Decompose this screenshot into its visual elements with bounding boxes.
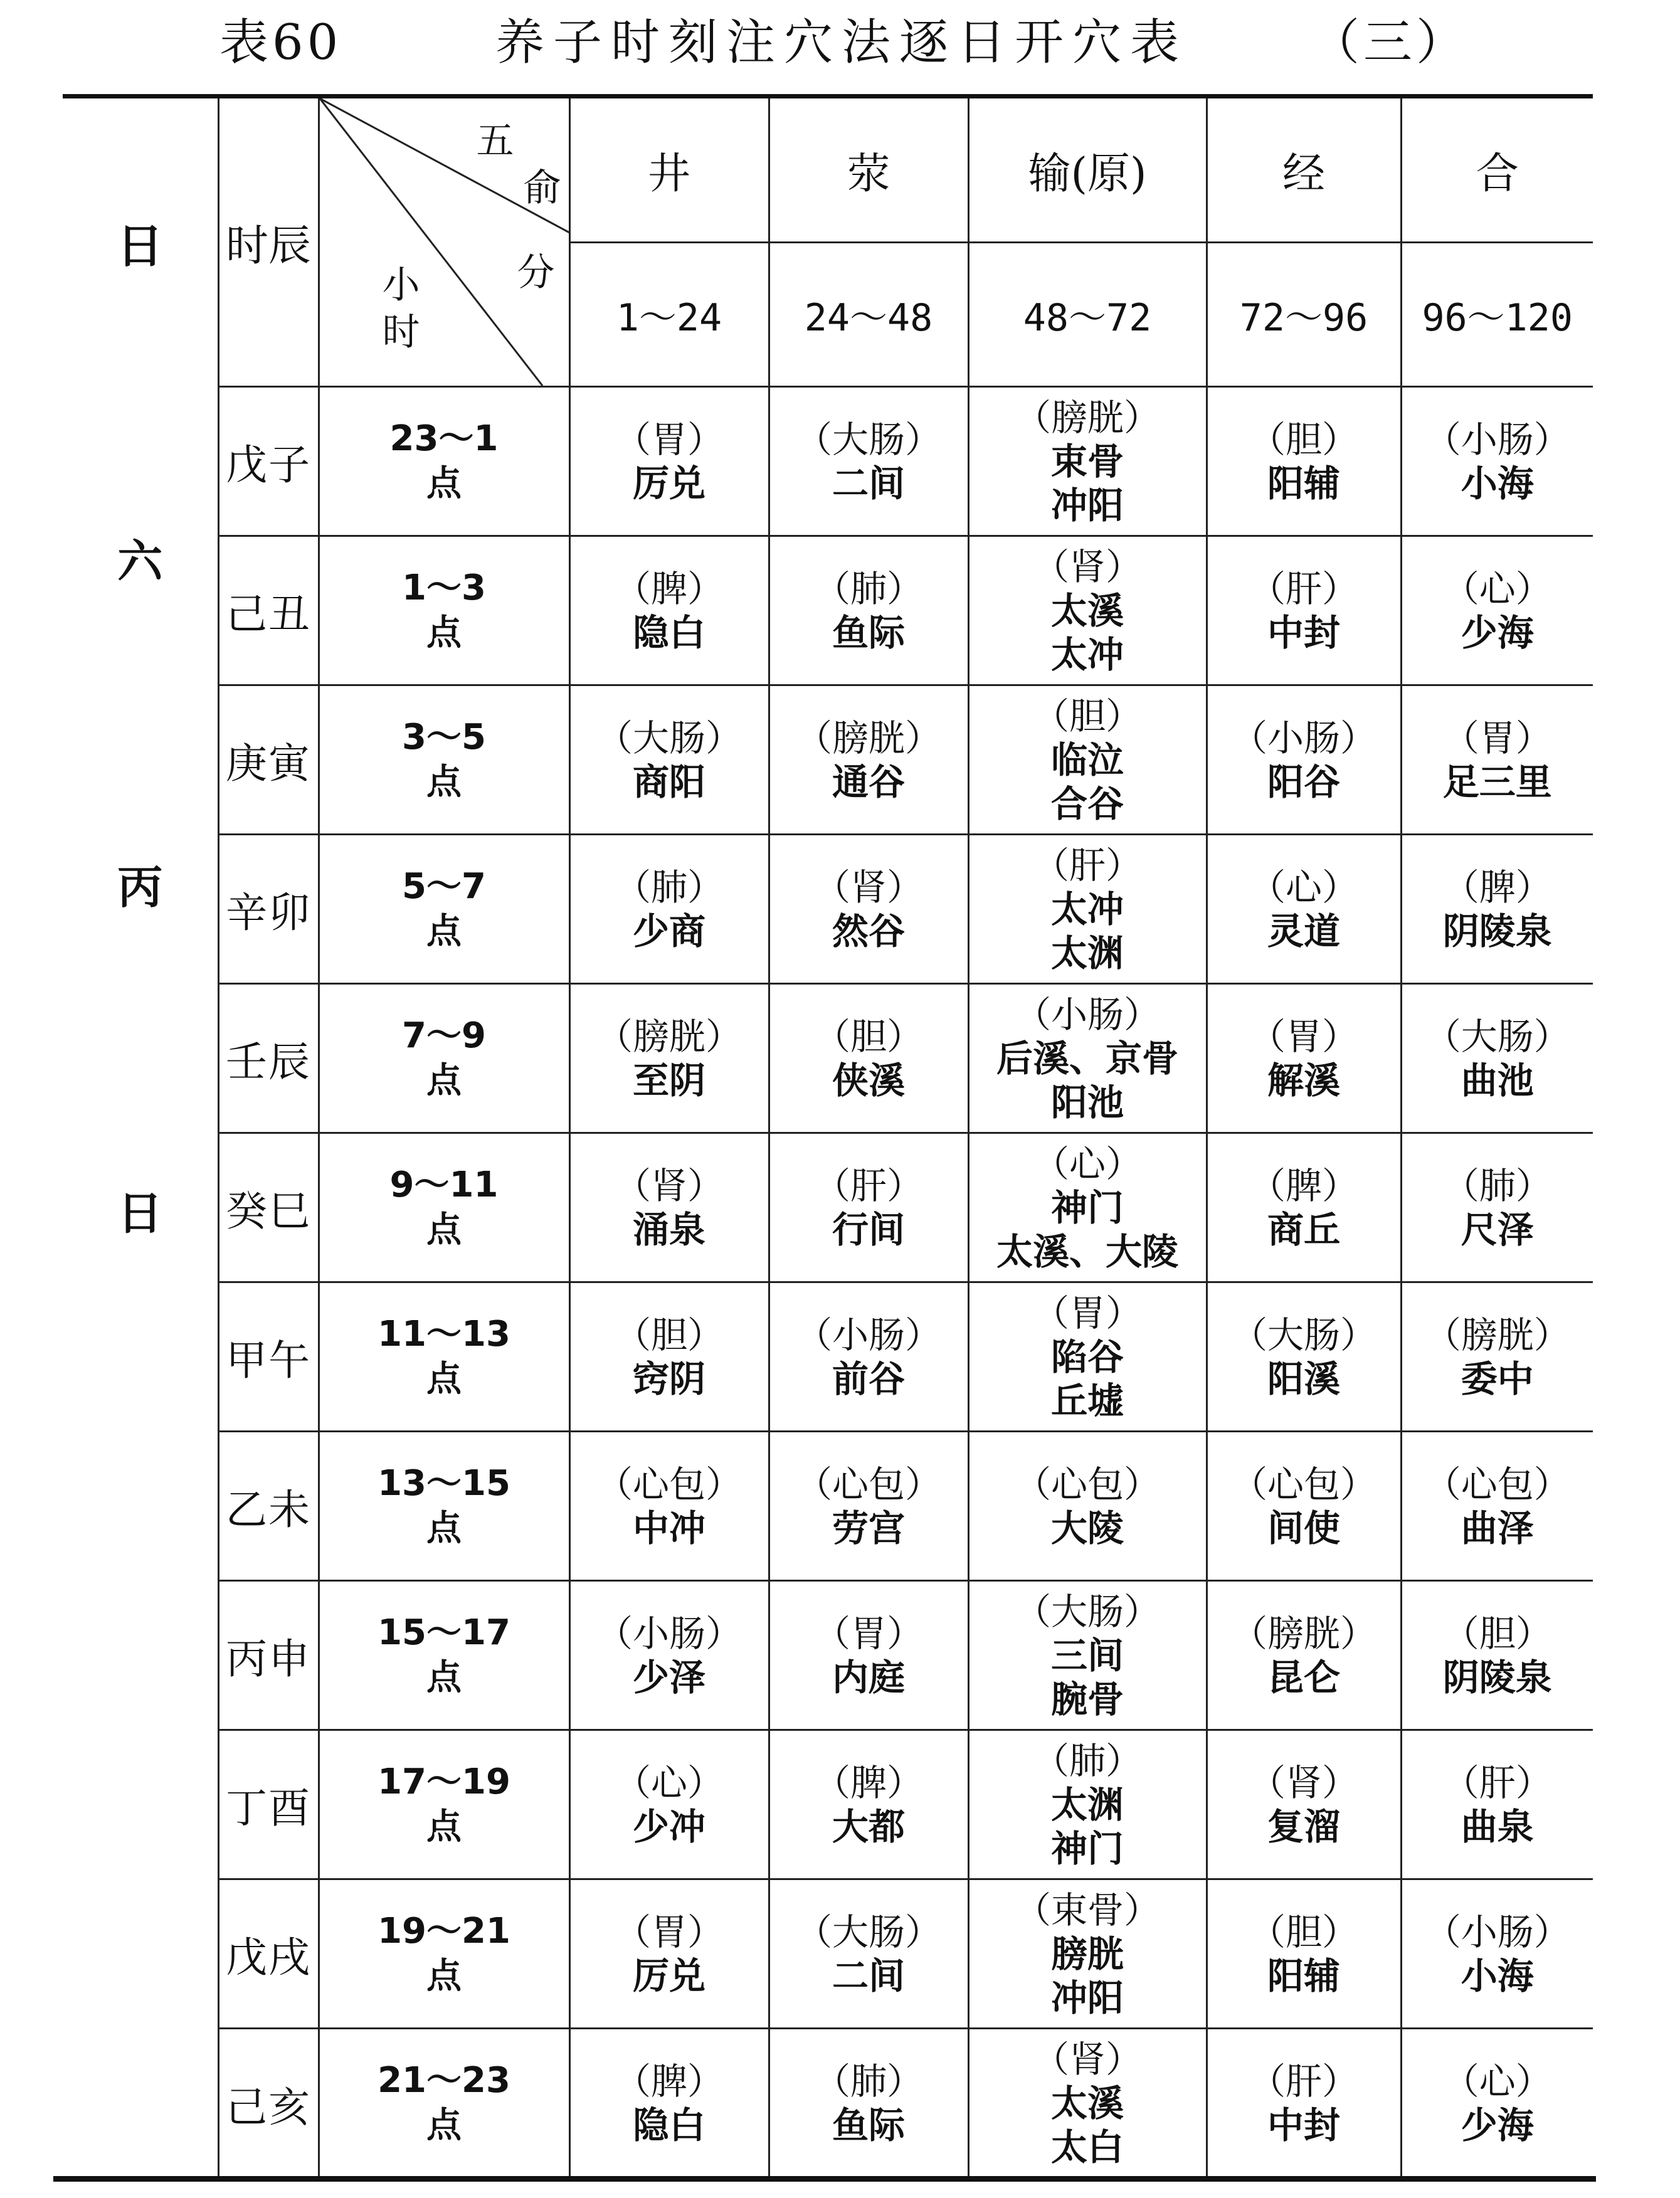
point-cell-he <box>1401 387 1593 536</box>
point-cell-jing2 <box>1207 685 1401 835</box>
point-cell-he <box>1401 1432 1593 1581</box>
acupoint-name: 神门 <box>1050 1186 1124 1229</box>
acupoint-name: 厉兑 <box>632 1954 705 1997</box>
acupoint-name: 临泣 <box>1050 738 1124 781</box>
point-cell-ying <box>769 835 968 984</box>
point-cell-he <box>1401 685 1593 835</box>
point-cell-he <box>1401 1581 1593 1730</box>
meridian-label: （心） <box>1442 567 1552 610</box>
meridian-label: （心包） <box>1014 1462 1160 1506</box>
time-cell <box>319 1879 569 2029</box>
time-unit: 点 <box>426 761 462 803</box>
acupoint-name: 商丘 <box>1267 1208 1340 1251</box>
meridian-label: （心） <box>614 1761 724 1804</box>
meridian-label: （大肠） <box>1424 1015 1570 1058</box>
time-unit: 点 <box>426 463 462 504</box>
meridian-label: （胆） <box>1249 1910 1358 1953</box>
acupoint-name: 束骨 <box>1050 440 1124 483</box>
shichen-cell <box>218 1432 319 1581</box>
acupoint-name: 冲阳 <box>1050 483 1124 527</box>
header-range-he: 96～120 <box>1401 243 1593 387</box>
point-cell-he <box>1401 2029 1593 2178</box>
table-title <box>0 11 1680 74</box>
point-cell-jing2 <box>1207 984 1401 1133</box>
corner-wu: 五 <box>476 119 514 163</box>
point-cell-jing2 <box>1207 387 1401 536</box>
acupoint-name: 阳溪 <box>1267 1357 1340 1400</box>
acupoint-name: 少海 <box>1461 2104 1534 2147</box>
meridian-label: （肺） <box>813 567 923 610</box>
shichen-label: 己丑 <box>226 590 311 638</box>
acupoint-name: 太冲 <box>1050 887 1124 931</box>
day-label-char: 丙 <box>117 860 163 914</box>
acupoint-name: 曲泉 <box>1461 1805 1534 1848</box>
day-label-cell <box>63 387 218 2178</box>
acupoint-name: 小海 <box>1461 462 1534 505</box>
meridian-label: （胆） <box>1032 694 1142 737</box>
time-unit: 点 <box>426 1657 462 1698</box>
acupoint-name: 太渊 <box>1050 1783 1124 1826</box>
acupoint-name: 阳辅 <box>1267 1954 1340 1997</box>
table-row <box>63 685 1593 835</box>
shichen-label: 壬辰 <box>226 1038 311 1086</box>
point-cell-jing <box>569 984 769 1133</box>
acupoint-name: 鱼际 <box>832 2104 905 2147</box>
meridian-label: （胆） <box>1249 418 1358 461</box>
meridian-label: （小肠） <box>596 1612 742 1655</box>
day-label-char: 六 <box>117 534 163 588</box>
header-col-jing2: 经 <box>1207 98 1401 243</box>
time-cell <box>319 1432 569 1581</box>
meridian-label: （胃） <box>614 1910 724 1953</box>
point-cell-jing2 <box>1207 1730 1401 1879</box>
corner-fen: 分 <box>517 251 555 295</box>
acupoint-name: 窍阴 <box>632 1357 705 1400</box>
shichen-cell <box>218 685 319 835</box>
acupoint-name: 膀胱 <box>1050 1932 1124 1975</box>
acupoint-name: 小海 <box>1461 1954 1534 1997</box>
time-unit: 点 <box>426 911 462 952</box>
meridian-label: （脾） <box>1249 1164 1358 1207</box>
shichen-label: 丙申 <box>226 1635 311 1683</box>
meridian-label: （心包） <box>1424 1462 1570 1506</box>
meridian-label: （肝） <box>1249 567 1358 610</box>
meridian-label: （心包） <box>795 1462 941 1506</box>
time-unit: 点 <box>426 1955 462 1997</box>
point-cell-shu-yuan <box>968 835 1207 984</box>
point-cell-ying <box>769 1581 968 1730</box>
table-row <box>63 2029 1593 2178</box>
shichen-label: 己亥 <box>226 2083 311 2132</box>
shichen-cell <box>218 1879 319 2029</box>
meridian-label: （心包） <box>596 1462 742 1506</box>
corner-shi: 时 <box>382 310 420 354</box>
table-main-title: 养子时刻注穴法逐日开穴表 <box>495 14 1188 71</box>
meridian-label: （脾） <box>1442 865 1552 909</box>
shichen-cell <box>218 536 319 685</box>
acupoint-name: 复溜 <box>1267 1805 1340 1848</box>
point-cell-shu-yuan <box>968 1133 1207 1282</box>
point-cell-jing <box>569 387 769 536</box>
table-row <box>63 835 1593 984</box>
meridian-label: （心包） <box>1230 1462 1376 1506</box>
point-cell-jing <box>569 1730 769 1879</box>
acupoint-name: 中封 <box>1267 611 1340 654</box>
acupoint-name: 陷谷 <box>1050 1335 1124 1378</box>
table-row <box>63 536 1593 685</box>
acupoint-name: 通谷 <box>832 760 905 803</box>
acupoint-name: 太溪 <box>1050 2082 1124 2125</box>
acupoint-name: 侠溪 <box>832 1059 905 1102</box>
time-cell <box>319 1730 569 1879</box>
point-cell-shu-yuan <box>968 1432 1207 1581</box>
time-cell <box>319 536 569 685</box>
time-range: 7～9 <box>402 1015 486 1056</box>
table-row <box>63 1432 1593 1581</box>
acupoint-name: 二间 <box>832 1954 905 1997</box>
time-range: 1～3 <box>402 567 486 608</box>
header-col-jing: 井 <box>569 98 769 243</box>
acupoint-name: 间使 <box>1267 1506 1340 1550</box>
point-cell-jing2 <box>1207 536 1401 685</box>
time-cell <box>319 2029 569 2178</box>
table-row <box>63 1282 1593 1432</box>
time-range: 11～13 <box>378 1313 510 1355</box>
point-cell-ying <box>769 984 968 1133</box>
header-shichen-cell <box>218 98 319 387</box>
meridian-label: （小肠） <box>1230 716 1376 759</box>
header-range-jing: 1～24 <box>569 243 769 387</box>
time-cell <box>319 1282 569 1432</box>
point-cell-ying <box>769 2029 968 2178</box>
point-cell-shu-yuan <box>968 1581 1207 1730</box>
meridian-label: （膀胱） <box>596 1015 742 1058</box>
acupoint-name: 中封 <box>1267 2104 1340 2147</box>
acupoint-name: 少泽 <box>632 1656 705 1699</box>
header-corner-cell <box>319 98 569 387</box>
meridian-label: （大肠） <box>1230 1313 1376 1356</box>
meridian-label: （脾） <box>614 2060 724 2103</box>
time-cell <box>319 1133 569 1282</box>
acupoint-name: 神门 <box>1050 1827 1124 1870</box>
meridian-label: （胃） <box>1442 716 1552 759</box>
acupoint-name: 太溪 <box>1050 589 1124 632</box>
table-row <box>63 1133 1593 1282</box>
acupoint-name: 大都 <box>832 1805 905 1848</box>
header-row-1 <box>63 98 1593 243</box>
meridian-label: （束骨） <box>1014 1888 1160 1931</box>
acupoint-name: 商阳 <box>632 760 705 803</box>
shichen-cell <box>218 1133 319 1282</box>
table-row <box>63 387 1593 536</box>
corner-diagonal-lines <box>320 98 570 386</box>
acupoint-name: 后溪、京骨 <box>996 1037 1178 1080</box>
meridian-label: （肺） <box>614 865 724 909</box>
meridian-label: （大肠） <box>596 716 742 759</box>
meridian-label: （大肠） <box>1014 1590 1160 1633</box>
point-cell-jing <box>569 536 769 685</box>
acupoint-name: 至阴 <box>632 1059 705 1102</box>
header-ri-cell <box>63 98 218 387</box>
acupoint-name: 阳谷 <box>1267 760 1340 803</box>
day-label-char: 日 <box>117 1186 163 1240</box>
point-cell-jing <box>569 1282 769 1432</box>
acupoint-name: 中冲 <box>632 1506 705 1550</box>
time-range: 19～21 <box>378 1910 510 1952</box>
meridian-label: （脾） <box>813 1761 923 1804</box>
time-unit: 点 <box>426 1358 462 1400</box>
shichen-cell <box>218 387 319 536</box>
acupoint-name: 鱼际 <box>832 611 905 654</box>
meridian-label: （肺） <box>813 2060 923 2103</box>
meridian-label: （膀胱） <box>1014 396 1160 439</box>
point-cell-he <box>1401 536 1593 685</box>
meridian-label: （肾） <box>1032 2038 1142 2081</box>
shichen-cell <box>218 1730 319 1879</box>
time-range: 23～1 <box>389 418 499 459</box>
meridian-label: （心） <box>1032 1142 1142 1185</box>
meridian-label: （脾） <box>614 567 724 610</box>
time-range: 9～11 <box>389 1164 499 1205</box>
acupoint-name: 前谷 <box>832 1357 905 1400</box>
meridian-label: （小肠） <box>1424 1910 1570 1953</box>
meridian-label: （大肠） <box>795 1910 941 1953</box>
table-row <box>63 1879 1593 2029</box>
header-ri: 日 <box>117 219 164 273</box>
acupoint-name: 少海 <box>1461 611 1534 654</box>
point-cell-he <box>1401 1282 1593 1432</box>
point-cell-ying <box>769 1879 968 2029</box>
acupoint-name: 解溪 <box>1267 1059 1340 1102</box>
acupoint-name: 昆仑 <box>1267 1656 1340 1699</box>
corner-shu: 俞 <box>523 166 561 210</box>
point-cell-jing <box>569 1432 769 1581</box>
header-col-he: 合 <box>1401 98 1593 243</box>
meridian-label: （肝） <box>1032 843 1142 887</box>
point-cell-he <box>1401 984 1593 1133</box>
point-cell-jing2 <box>1207 1581 1401 1730</box>
point-cell-jing2 <box>1207 2029 1401 2178</box>
shichen-cell <box>218 835 319 984</box>
time-unit: 点 <box>426 1209 462 1250</box>
point-cell-shu-yuan <box>968 387 1207 536</box>
point-cell-ying <box>769 1133 968 1282</box>
shichen-cell <box>218 1282 319 1432</box>
shichen-label: 庚寅 <box>226 739 311 788</box>
shichen-cell <box>218 984 319 1133</box>
point-cell-jing <box>569 2029 769 2178</box>
acupoint-name: 隐白 <box>632 2104 705 2147</box>
acupoint-name: 内庭 <box>832 1656 905 1699</box>
meridian-label: （心） <box>1249 865 1358 909</box>
point-cell-he <box>1401 1133 1593 1282</box>
acupoint-name: 曲泽 <box>1461 1506 1534 1550</box>
point-cell-ying <box>769 1730 968 1879</box>
bottom-rule <box>53 2176 1596 2182</box>
meridian-label: （膀胱） <box>1230 1612 1376 1655</box>
table-row <box>63 1581 1593 1730</box>
shichen-label: 丁酉 <box>226 1784 311 1832</box>
acupoint-name: 二间 <box>832 462 905 505</box>
time-cell <box>319 984 569 1133</box>
acupoint-name: 合谷 <box>1050 782 1124 825</box>
meridian-label: （小肠） <box>1424 418 1570 461</box>
shichen-cell <box>218 2029 319 2178</box>
acupoint-name: 腕骨 <box>1050 1678 1124 1721</box>
point-cell-he <box>1401 1879 1593 2029</box>
time-unit: 点 <box>426 2105 462 2147</box>
point-cell-he <box>1401 835 1593 984</box>
point-cell-ying <box>769 536 968 685</box>
acupoint-name: 太冲 <box>1050 633 1124 676</box>
meridian-label: （肾） <box>614 1164 724 1207</box>
point-cell-ying <box>769 387 968 536</box>
acupoint-name: 太白 <box>1050 2126 1124 2169</box>
point-cell-ying <box>769 685 968 835</box>
point-cell-ying <box>769 1432 968 1581</box>
acupoint-name: 尺泽 <box>1461 1208 1534 1251</box>
point-cell-jing <box>569 1133 769 1282</box>
point-cell-shu-yuan <box>968 2029 1207 2178</box>
point-cell-jing2 <box>1207 1282 1401 1432</box>
time-cell <box>319 835 569 984</box>
meridian-label: （肾） <box>813 865 923 909</box>
meridian-label: （心） <box>1442 2060 1552 2103</box>
time-unit: 点 <box>426 612 462 653</box>
time-range: 13～15 <box>378 1462 510 1504</box>
acupoint-name: 丘墟 <box>1050 1379 1124 1422</box>
time-range: 15～17 <box>378 1612 510 1653</box>
acupoint-name: 灵道 <box>1267 909 1340 953</box>
meridian-label: （肺） <box>1442 1164 1552 1207</box>
time-range: 21～23 <box>378 2060 510 2101</box>
acupoint-name: 三间 <box>1050 1634 1124 1677</box>
meridian-label: （膀胱） <box>795 716 941 759</box>
top-rule <box>63 94 1593 98</box>
time-range: 5～7 <box>402 865 486 907</box>
shichen-label: 乙未 <box>226 1486 311 1534</box>
point-cell-jing2 <box>1207 1879 1401 2029</box>
meridian-label: （膀胱） <box>1424 1313 1570 1356</box>
meridian-label: （胃） <box>1249 1015 1358 1058</box>
shichen-label: 戊子 <box>226 441 311 489</box>
shichen-label: 辛卯 <box>226 889 311 937</box>
shichen-label: 癸巳 <box>226 1187 311 1235</box>
meridian-label: （胃） <box>813 1612 923 1655</box>
time-range: 3～5 <box>402 716 486 758</box>
header-col-shu-yuan: 输(原) <box>968 98 1207 243</box>
acupoint-name: 涌泉 <box>632 1208 705 1251</box>
header-range-shu-yuan: 48～72 <box>968 243 1207 387</box>
shichen-label: 戊戌 <box>226 1933 311 1982</box>
meridian-label: （肝） <box>813 1164 923 1207</box>
time-unit: 点 <box>426 1508 462 1549</box>
acupoint-name: 阴陵泉 <box>1442 909 1552 953</box>
header-range-ying: 24～48 <box>769 243 968 387</box>
acupoint-name: 太渊 <box>1050 931 1124 975</box>
acupoint-name: 少商 <box>632 909 705 953</box>
point-cell-shu-yuan <box>968 984 1207 1133</box>
acupoint-name: 然谷 <box>832 909 905 953</box>
header-col-ying: 荥 <box>769 98 968 243</box>
acupoint-name: 行间 <box>832 1208 905 1251</box>
point-cell-he <box>1401 1730 1593 1879</box>
time-cell <box>319 387 569 536</box>
point-cell-shu-yuan <box>968 1282 1207 1432</box>
acupoint-name: 阴陵泉 <box>1442 1656 1552 1699</box>
acupoint-name: 太溪、大陵 <box>996 1230 1178 1273</box>
meridian-label: （肺） <box>1032 1739 1142 1782</box>
time-unit: 点 <box>426 1806 462 1847</box>
point-cell-jing <box>569 1879 769 2029</box>
meridian-label: （胆） <box>614 1313 724 1356</box>
acupoint-name: 阳池 <box>1050 1081 1124 1124</box>
acupoint-table <box>63 98 1593 2178</box>
table-part-label: （三） <box>1311 14 1469 71</box>
time-cell <box>319 685 569 835</box>
corner-diagonal-box <box>320 98 569 386</box>
meridian-label: （肾） <box>1249 1761 1358 1804</box>
acupoint-name: 大陵 <box>1050 1506 1124 1550</box>
acupoint-name: 阳辅 <box>1267 462 1340 505</box>
header-range-jing2: 72～96 <box>1207 243 1401 387</box>
meridian-label: （肝） <box>1249 2060 1358 2103</box>
point-cell-jing2 <box>1207 835 1401 984</box>
point-cell-shu-yuan <box>968 1879 1207 2029</box>
time-cell <box>319 1581 569 1730</box>
meridian-label: （小肠） <box>795 1313 941 1356</box>
point-cell-shu-yuan <box>968 685 1207 835</box>
acupoint-name: 劳宫 <box>832 1506 905 1550</box>
header-shichen: 时辰 <box>225 221 311 271</box>
acupoint-name: 少冲 <box>632 1805 705 1848</box>
shichen-cell <box>218 1581 319 1730</box>
point-cell-jing <box>569 685 769 835</box>
table-row <box>63 984 1593 1133</box>
point-cell-jing2 <box>1207 1133 1401 1282</box>
point-cell-ying <box>769 1282 968 1432</box>
acupoint-name: 足三里 <box>1442 760 1552 803</box>
meridian-label: （肾） <box>1032 545 1142 588</box>
point-cell-shu-yuan <box>968 1730 1207 1879</box>
time-range: 17～19 <box>378 1761 510 1802</box>
acupoint-name: 曲池 <box>1461 1059 1534 1102</box>
acupoint-name: 厉兑 <box>632 462 705 505</box>
shichen-label: 甲午 <box>226 1336 311 1385</box>
meridian-label: （小肠） <box>1014 993 1160 1036</box>
time-unit: 点 <box>426 1060 462 1101</box>
meridian-label: （胃） <box>614 418 724 461</box>
point-cell-jing <box>569 1581 769 1730</box>
day-label-stack <box>63 387 218 2178</box>
table-number: 表60 <box>219 14 342 71</box>
acupoint-name: 冲阳 <box>1050 1976 1124 2019</box>
point-cell-jing <box>569 835 769 984</box>
table-row <box>63 1730 1593 1879</box>
meridian-label: （胃） <box>1032 1291 1142 1334</box>
meridian-label: （胆） <box>1442 1612 1552 1655</box>
corner-xiao: 小 <box>382 263 420 307</box>
meridian-label: （大肠） <box>795 418 941 461</box>
point-cell-jing2 <box>1207 1432 1401 1581</box>
acupoint-name: 委中 <box>1461 1357 1534 1400</box>
point-cell-shu-yuan <box>968 536 1207 685</box>
meridian-label: （肝） <box>1442 1761 1552 1804</box>
meridian-label: （胆） <box>813 1015 923 1058</box>
acupoint-name: 隐白 <box>632 611 705 654</box>
